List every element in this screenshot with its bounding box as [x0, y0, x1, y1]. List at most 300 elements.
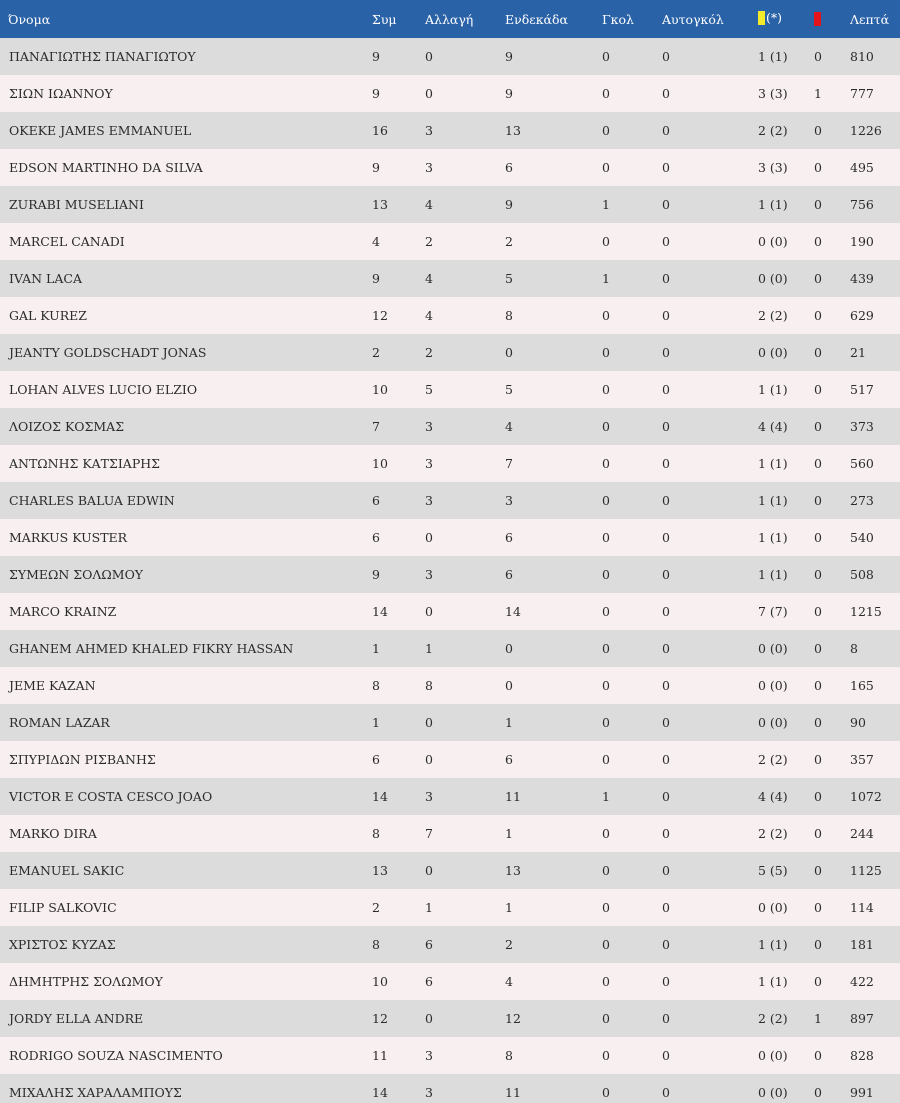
- red-cards-cell: 0: [814, 789, 822, 804]
- goals-cell: 0: [602, 382, 610, 397]
- minutes-cell: 21: [850, 345, 866, 360]
- minutes-cell: 810: [850, 49, 874, 64]
- red-cards-cell: 0: [814, 308, 822, 323]
- starting-eleven-cell: 6: [505, 567, 513, 582]
- appearances-cell: 9: [372, 567, 380, 582]
- player-name: FILIP SALKOVIC: [9, 900, 117, 915]
- player-name: LOHAN ALVES LUCIO ELZIO: [9, 382, 198, 397]
- minutes-cell: 373: [850, 419, 874, 434]
- own-goals-cell: 0: [662, 419, 670, 434]
- starting-eleven-cell: 14: [505, 604, 521, 619]
- goals-cell: 0: [602, 1011, 610, 1026]
- yellow-cards-cell: 2 (2): [758, 308, 788, 323]
- table-header: [0, 0, 900, 38]
- table-row: [0, 926, 900, 963]
- table-row: [0, 1000, 900, 1037]
- goals-cell: 0: [602, 715, 610, 730]
- minutes-cell: 517: [850, 382, 874, 397]
- goals-cell: 0: [602, 567, 610, 582]
- appearances-cell: 2: [372, 345, 380, 360]
- goals-cell: 0: [602, 937, 610, 952]
- player-name: JORDY ELLA ANDRE: [9, 1011, 144, 1026]
- red-cards-cell: 0: [814, 197, 822, 212]
- player-name: GHANEM AHMED KHALED FIKRY HASSAN: [9, 641, 294, 656]
- goals-cell: 0: [602, 493, 610, 508]
- header-minutes[interactable]: Λεπτά: [850, 11, 890, 27]
- minutes-cell: 508: [850, 567, 874, 582]
- own-goals-cell: 0: [662, 271, 670, 286]
- own-goals-cell: 0: [662, 49, 670, 64]
- starting-eleven-cell: 9: [505, 49, 513, 64]
- yellow-cards-cell: 0 (0): [758, 678, 788, 693]
- substitute-cell: 0: [425, 752, 433, 767]
- substitute-cell: 0: [425, 1011, 433, 1026]
- player-name: ΠΑΝΑΓΙΩΤΗΣ ΠΑΝΑΓΙΩΤΟΥ: [9, 49, 196, 64]
- appearances-cell: 2: [372, 900, 380, 915]
- minutes-cell: 495: [850, 160, 874, 175]
- header-goals[interactable]: Γκολ: [602, 11, 634, 27]
- goals-cell: 0: [602, 345, 610, 360]
- minutes-cell: 1125: [850, 863, 882, 878]
- red-card-icon: [814, 12, 821, 26]
- table-row: [0, 445, 900, 482]
- header-own-goals[interactable]: Αυτογκόλ: [662, 11, 724, 27]
- yellow-cards-cell: 1 (1): [758, 567, 788, 582]
- player-name: MARCEL CANADI: [9, 234, 125, 249]
- table-row: [0, 1037, 900, 1074]
- goals-cell: 0: [602, 826, 610, 841]
- table-row: [0, 482, 900, 519]
- own-goals-cell: 0: [662, 604, 670, 619]
- table-row: [0, 1074, 900, 1103]
- player-name: OKEKE JAMES EMMANUEL: [9, 123, 192, 138]
- substitute-cell: 3: [425, 456, 433, 471]
- goals-cell: 0: [602, 123, 610, 138]
- yellow-card-icon: [758, 11, 765, 25]
- header-red-cards[interactable]: [814, 0, 850, 38]
- starting-eleven-cell: 2: [505, 937, 513, 952]
- appearances-cell: 1: [372, 715, 380, 730]
- starting-eleven-cell: 12: [505, 1011, 521, 1026]
- own-goals-cell: 0: [662, 160, 670, 175]
- yellow-cards-cell: 2 (2): [758, 826, 788, 841]
- yellow-cards-cell: 3 (3): [758, 160, 788, 175]
- substitute-cell: 3: [425, 419, 433, 434]
- own-goals-cell: 0: [662, 1085, 670, 1100]
- minutes-cell: 8: [850, 641, 858, 656]
- table-row: [0, 260, 900, 297]
- appearances-cell: 14: [372, 604, 388, 619]
- player-name: ΑΝΤΩΝΗΣ ΚΑΤΣΙΑΡΗΣ: [9, 456, 160, 471]
- appearances-cell: 9: [372, 160, 380, 175]
- substitute-cell: 3: [425, 123, 433, 138]
- goals-cell: 0: [602, 974, 610, 989]
- yellow-cards-cell: 1 (1): [758, 456, 788, 471]
- appearances-cell: 10: [372, 382, 388, 397]
- substitute-cell: 4: [425, 308, 433, 323]
- player-name: GAL KUREZ: [9, 308, 87, 323]
- own-goals-cell: 0: [662, 123, 670, 138]
- red-cards-cell: 0: [814, 382, 822, 397]
- red-cards-cell: 0: [814, 752, 822, 767]
- starting-eleven-cell: 8: [505, 1048, 513, 1063]
- table-row: [0, 963, 900, 1000]
- own-goals-cell: 0: [662, 789, 670, 804]
- player-name: ZURABI MUSELIANI: [9, 197, 144, 212]
- goals-cell: 0: [602, 641, 610, 656]
- substitute-cell: 3: [425, 1085, 433, 1100]
- table-row: [0, 630, 900, 667]
- minutes-cell: 828: [850, 1048, 874, 1063]
- header-appearances[interactable]: Συμ: [372, 11, 397, 27]
- red-cards-cell: 0: [814, 604, 822, 619]
- goals-cell: 0: [602, 456, 610, 471]
- own-goals-cell: 0: [662, 530, 670, 545]
- table-row: [0, 371, 900, 408]
- minutes-cell: 439: [850, 271, 874, 286]
- yellow-cards-cell: 3 (3): [758, 86, 788, 101]
- own-goals-cell: 0: [662, 308, 670, 323]
- appearances-cell: 1: [372, 641, 380, 656]
- player-name: JEANTY GOLDSCHADT JONAS: [9, 345, 207, 360]
- own-goals-cell: 0: [662, 1048, 670, 1063]
- substitute-cell: 3: [425, 493, 433, 508]
- appearances-cell: 13: [372, 197, 388, 212]
- substitute-cell: 1: [425, 641, 433, 656]
- minutes-cell: 991: [850, 1085, 874, 1100]
- substitute-cell: 2: [425, 234, 433, 249]
- substitute-cell: 1: [425, 900, 433, 915]
- substitute-cell: 0: [425, 863, 433, 878]
- appearances-cell: 8: [372, 937, 380, 952]
- header-substitute[interactable]: Αλλαγή: [425, 11, 474, 27]
- own-goals-cell: 0: [662, 86, 670, 101]
- red-cards-cell: 0: [814, 49, 822, 64]
- starting-eleven-cell: 6: [505, 530, 513, 545]
- own-goals-cell: 0: [662, 715, 670, 730]
- substitute-cell: 6: [425, 937, 433, 952]
- red-cards-cell: 0: [814, 493, 822, 508]
- player-name: EMANUEL SAKIC: [9, 863, 125, 878]
- minutes-cell: 756: [850, 197, 874, 212]
- red-cards-cell: 0: [814, 419, 822, 434]
- red-cards-cell: 0: [814, 900, 822, 915]
- yellow-cards-cell: 1 (1): [758, 493, 788, 508]
- appearances-cell: 10: [372, 974, 388, 989]
- substitute-cell: 3: [425, 1048, 433, 1063]
- substitute-cell: 4: [425, 197, 433, 212]
- own-goals-cell: 0: [662, 863, 670, 878]
- appearances-cell: 12: [372, 308, 388, 323]
- goals-cell: 0: [602, 308, 610, 323]
- table-row: [0, 778, 900, 815]
- red-cards-cell: 0: [814, 715, 822, 730]
- red-cards-cell: 1: [814, 86, 822, 101]
- player-name: ΜΙΧΑΛΗΣ ΧΑΡΑΛΑΜΠΟΥΣ: [9, 1085, 182, 1100]
- yellow-cards-cell: 4 (4): [758, 789, 788, 804]
- goals-cell: 0: [602, 234, 610, 249]
- starting-eleven-cell: 11: [505, 789, 521, 804]
- appearances-cell: 6: [372, 530, 380, 545]
- red-cards-cell: 0: [814, 160, 822, 175]
- starting-eleven-cell: 3: [505, 493, 513, 508]
- starting-eleven-cell: 13: [505, 123, 521, 138]
- own-goals-cell: 0: [662, 900, 670, 915]
- goals-cell: 0: [602, 530, 610, 545]
- own-goals-cell: 0: [662, 234, 670, 249]
- minutes-cell: 273: [850, 493, 874, 508]
- red-cards-cell: 0: [814, 826, 822, 841]
- starting-eleven-cell: 2: [505, 234, 513, 249]
- red-cards-cell: 1: [814, 1011, 822, 1026]
- own-goals-cell: 0: [662, 937, 670, 952]
- table-row: [0, 593, 900, 630]
- player-name: ΣΙΩΝ ΙΩΑΝΝΟΥ: [9, 86, 113, 101]
- substitute-cell: 4: [425, 271, 433, 286]
- table-row: [0, 75, 900, 112]
- table-row: [0, 38, 900, 75]
- table-row: [0, 741, 900, 778]
- goals-cell: 0: [602, 678, 610, 693]
- own-goals-cell: 0: [662, 382, 670, 397]
- appearances-cell: 12: [372, 1011, 388, 1026]
- header-starting-eleven[interactable]: Ενδεκάδα: [505, 11, 568, 27]
- yellow-cards-cell: 0 (0): [758, 900, 788, 915]
- goals-cell: 0: [602, 863, 610, 878]
- substitute-cell: 0: [425, 715, 433, 730]
- yellow-cards-cell: 1 (1): [758, 937, 788, 952]
- red-cards-cell: 0: [814, 1085, 822, 1100]
- red-cards-cell: 0: [814, 937, 822, 952]
- red-cards-cell: 0: [814, 641, 822, 656]
- table-body: [0, 38, 900, 1103]
- appearances-cell: 14: [372, 1085, 388, 1100]
- table-row: [0, 334, 900, 371]
- minutes-cell: 897: [850, 1011, 874, 1026]
- starting-eleven-cell: 0: [505, 678, 513, 693]
- starting-eleven-cell: 0: [505, 345, 513, 360]
- appearances-cell: 8: [372, 678, 380, 693]
- yellow-cards-cell: 0 (0): [758, 715, 788, 730]
- goals-cell: 0: [602, 1048, 610, 1063]
- header-yellow-cards[interactable]: [758, 0, 814, 38]
- table-row: [0, 519, 900, 556]
- yellow-cards-cell: 7 (7): [758, 604, 788, 619]
- starting-eleven-cell: 11: [505, 1085, 521, 1100]
- starting-eleven-cell: 9: [505, 86, 513, 101]
- appearances-cell: 9: [372, 86, 380, 101]
- minutes-cell: 1072: [850, 789, 882, 804]
- starting-eleven-cell: 1: [505, 826, 513, 841]
- player-name: VICTOR E COSTA CESCO JOAO: [9, 789, 213, 804]
- minutes-cell: 560: [850, 456, 874, 471]
- table-row: [0, 889, 900, 926]
- minutes-cell: 1226: [850, 123, 882, 138]
- yellow-cards-cell: 4 (4): [758, 419, 788, 434]
- goals-cell: 0: [602, 752, 610, 767]
- yellow-cards-cell: 5 (5): [758, 863, 788, 878]
- starting-eleven-cell: 0: [505, 641, 513, 656]
- player-name: CHARLES BALUA EDWIN: [9, 493, 175, 508]
- appearances-cell: 9: [372, 49, 380, 64]
- own-goals-cell: 0: [662, 826, 670, 841]
- appearances-cell: 7: [372, 419, 380, 434]
- substitute-cell: 0: [425, 604, 433, 619]
- substitute-cell: 6: [425, 974, 433, 989]
- appearances-cell: 6: [372, 493, 380, 508]
- table-row: [0, 815, 900, 852]
- yellow-cards-cell: 1 (1): [758, 974, 788, 989]
- yellow-cards-cell: 0 (0): [758, 1085, 788, 1100]
- red-cards-cell: 0: [814, 456, 822, 471]
- table-row: [0, 667, 900, 704]
- player-name: MARKUS KUSTER: [9, 530, 128, 545]
- appearances-cell: 6: [372, 752, 380, 767]
- player-name: ROMAN LAZAR: [9, 715, 110, 730]
- starting-eleven-cell: 1: [505, 715, 513, 730]
- appearances-cell: 11: [372, 1048, 388, 1063]
- red-cards-cell: 0: [814, 234, 822, 249]
- minutes-cell: 357: [850, 752, 874, 767]
- starting-eleven-cell: 5: [505, 271, 513, 286]
- red-cards-cell: 0: [814, 863, 822, 878]
- player-name: ΣΠΥΡΙΔΩΝ ΡΙΣΒΑΝΗΣ: [9, 752, 156, 767]
- starting-eleven-cell: 9: [505, 197, 513, 212]
- player-name: MARCO KRAINZ: [9, 604, 117, 619]
- table-row: [0, 186, 900, 223]
- goals-cell: 0: [602, 900, 610, 915]
- yellow-cards-cell: 1 (1): [758, 530, 788, 545]
- player-name: ΣΥΜΕΩΝ ΣΟΛΩΜΟΥ: [9, 567, 144, 582]
- starting-eleven-cell: 8: [505, 308, 513, 323]
- own-goals-cell: 0: [662, 345, 670, 360]
- starting-eleven-cell: 4: [505, 419, 513, 434]
- own-goals-cell: 0: [662, 493, 670, 508]
- goals-cell: 0: [602, 160, 610, 175]
- appearances-cell: 8: [372, 826, 380, 841]
- starting-eleven-cell: 7: [505, 456, 513, 471]
- yellow-cards-cell: 1 (1): [758, 197, 788, 212]
- table-row: [0, 297, 900, 334]
- player-name: ΔΗΜΗΤΡΗΣ ΣΟΛΩΜΟΥ: [9, 974, 163, 989]
- substitute-cell: 3: [425, 160, 433, 175]
- starting-eleven-cell: 5: [505, 382, 513, 397]
- yellow-cards-cell: 0 (0): [758, 234, 788, 249]
- yellow-cards-cell: 0 (0): [758, 345, 788, 360]
- appearances-cell: 4: [372, 234, 380, 249]
- table-row: [0, 556, 900, 593]
- substitute-cell: 8: [425, 678, 433, 693]
- minutes-cell: 190: [850, 234, 874, 249]
- player-name: MARKO DIRA: [9, 826, 97, 841]
- header-name[interactable]: Όνομα: [8, 11, 51, 27]
- minutes-cell: 114: [850, 900, 874, 915]
- substitute-cell: 5: [425, 382, 433, 397]
- goals-cell: 0: [602, 419, 610, 434]
- red-cards-cell: 0: [814, 123, 822, 138]
- substitute-cell: 0: [425, 49, 433, 64]
- minutes-cell: 181: [850, 937, 874, 952]
- red-cards-cell: 0: [814, 974, 822, 989]
- minutes-cell: 1215: [850, 604, 882, 619]
- substitute-cell: 0: [425, 86, 433, 101]
- substitute-cell: 2: [425, 345, 433, 360]
- own-goals-cell: 0: [662, 197, 670, 212]
- substitute-cell: 0: [425, 530, 433, 545]
- appearances-cell: 14: [372, 789, 388, 804]
- minutes-cell: 165: [850, 678, 874, 693]
- minutes-cell: 629: [850, 308, 874, 323]
- appearances-cell: 9: [372, 271, 380, 286]
- player-name: EDSON MARTINHO DA SILVA: [9, 160, 203, 175]
- red-cards-cell: 0: [814, 678, 822, 693]
- own-goals-cell: 0: [662, 567, 670, 582]
- minutes-cell: 244: [850, 826, 874, 841]
- goals-cell: 0: [602, 1085, 610, 1100]
- starting-eleven-cell: 1: [505, 900, 513, 915]
- header-yellow-suffix: (*): [766, 10, 783, 26]
- yellow-cards-cell: 0 (0): [758, 271, 788, 286]
- own-goals-cell: 0: [662, 974, 670, 989]
- yellow-cards-cell: 2 (2): [758, 1011, 788, 1026]
- yellow-cards-cell: 1 (1): [758, 382, 788, 397]
- table-row: [0, 223, 900, 260]
- starting-eleven-cell: 4: [505, 974, 513, 989]
- header-row: [0, 0, 900, 38]
- goals-cell: 1: [602, 789, 610, 804]
- goals-cell: 1: [602, 271, 610, 286]
- starting-eleven-cell: 6: [505, 160, 513, 175]
- goals-cell: 0: [602, 49, 610, 64]
- own-goals-cell: 0: [662, 641, 670, 656]
- table-row: [0, 408, 900, 445]
- goals-cell: 0: [602, 86, 610, 101]
- minutes-cell: 777: [850, 86, 874, 101]
- minutes-cell: 540: [850, 530, 874, 545]
- minutes-cell: 90: [850, 715, 866, 730]
- player-name: RODRIGO SOUZA NASCIMENTO: [9, 1048, 223, 1063]
- red-cards-cell: 0: [814, 530, 822, 545]
- red-cards-cell: 0: [814, 345, 822, 360]
- own-goals-cell: 0: [662, 456, 670, 471]
- minutes-cell: 422: [850, 974, 874, 989]
- red-cards-cell: 0: [814, 1048, 822, 1063]
- red-cards-cell: 0: [814, 271, 822, 286]
- appearances-cell: 10: [372, 456, 388, 471]
- player-name: IVAN LACA: [9, 271, 82, 286]
- player-name: JEME KAZAN: [9, 678, 96, 693]
- starting-eleven-cell: 6: [505, 752, 513, 767]
- goals-cell: 1: [602, 197, 610, 212]
- own-goals-cell: 0: [662, 752, 670, 767]
- own-goals-cell: 0: [662, 678, 670, 693]
- substitute-cell: 7: [425, 826, 433, 841]
- table-row: [0, 704, 900, 741]
- yellow-cards-cell: 0 (0): [758, 1048, 788, 1063]
- table-row: [0, 149, 900, 186]
- substitute-cell: 3: [425, 567, 433, 582]
- player-name: ΧΡΙΣΤΟΣ ΚΥΖΑΣ: [9, 937, 116, 952]
- yellow-cards-cell: 2 (2): [758, 752, 788, 767]
- appearances-cell: 16: [372, 123, 388, 138]
- player-name: ΛΟΙΖΟΣ ΚΟΣΜΑΣ: [9, 419, 125, 434]
- starting-eleven-cell: 13: [505, 863, 521, 878]
- appearances-cell: 13: [372, 863, 388, 878]
- yellow-cards-cell: 0 (0): [758, 641, 788, 656]
- table-row: [0, 112, 900, 149]
- substitute-cell: 3: [425, 789, 433, 804]
- yellow-cards-cell: 2 (2): [758, 123, 788, 138]
